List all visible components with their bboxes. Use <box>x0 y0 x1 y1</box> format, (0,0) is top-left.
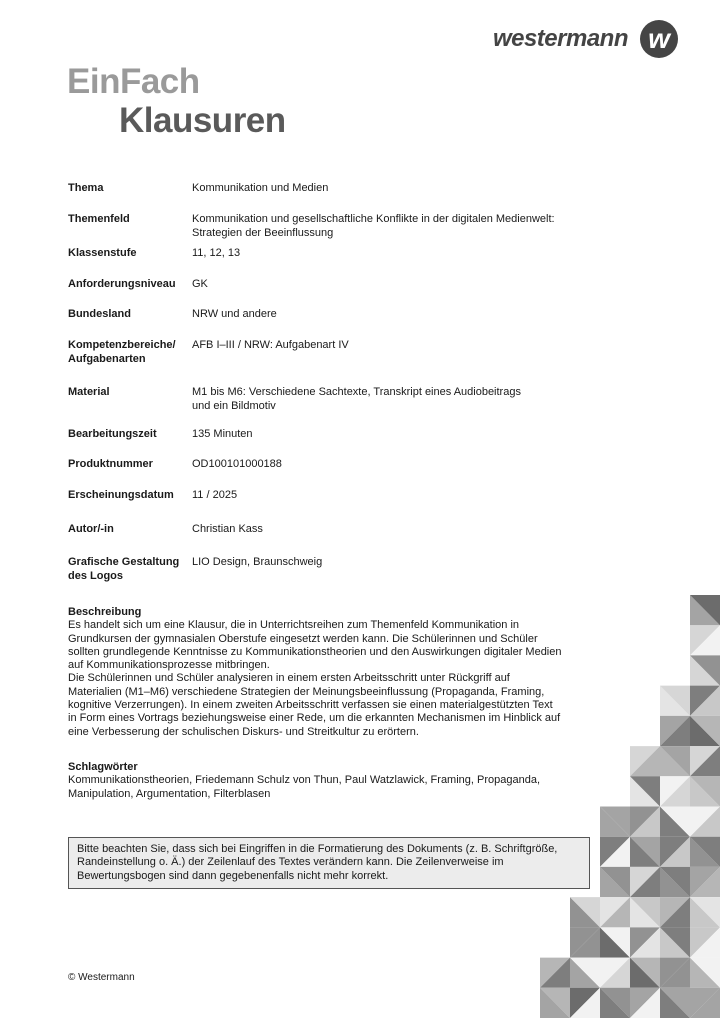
meta-label: Kompetenzbereiche/ Aufgabenarten <box>68 339 176 365</box>
meta-value: LIO Design, Braunschweig <box>192 556 323 568</box>
meta-label: Autor/-in <box>68 523 114 535</box>
meta-value: Kommunikation und gesellschaftliche Konflikte in der digitalen Medienwelt: Strategien der Beeinflussung <box>192 213 555 239</box>
meta-value: 135 Minuten <box>192 428 253 440</box>
meta-value: 11, 12, 13 <box>192 247 241 259</box>
publisher-name: westermann <box>492 25 628 52</box>
meta-value: Kommunikation und Medien <box>192 182 329 194</box>
publisher-brand <box>493 20 678 58</box>
meta-label: Material <box>68 386 110 398</box>
decorative-triangle-pattern <box>540 595 720 1018</box>
meta-label: Erscheinungsdatum <box>68 489 174 501</box>
keywords-heading: Schlagwörter <box>68 761 138 773</box>
meta-value: NRW und andere <box>192 308 277 320</box>
meta-value: OD100101000188 <box>192 458 282 470</box>
copyright-footer: © Westermann <box>68 972 135 983</box>
meta-label: Anforderungsniveau <box>68 278 176 290</box>
series-title <box>67 64 286 138</box>
description-paragraph: Die Schülerinnen und Schüler analysieren in einem ersten Arbeitsschritt unter Rückgriff auf Materialien (M1–M6) verschiedene Strategien der Meinungsbeeinflussung (Propaganda, Framing, kognitive Verzerrungen). In einem zweiten Arbeitsschritt verfassen sie einen materialgestützten Text in Form eines Vortrags beziehungsweise einer Rede, um die erkannten Mechanismen im Hinblick auf eine Verbesserung der schulischen Diskurs- und Streitkultur zu erörtern. <box>68 672 561 738</box>
keywords-text: Kommunikationstheorien, Friedemann Schulz von Thun, Paul Watzlawick, Framing, Propaganda, Manipulation, Argumentation, Filterblasen <box>68 774 541 800</box>
meta-label: Themenfeld <box>68 213 130 225</box>
meta-label: Thema <box>68 182 104 194</box>
meta-label: Klassenstufe <box>68 247 137 259</box>
meta-label: Bundesland <box>68 308 131 320</box>
meta-value: Christian Kass <box>192 523 263 535</box>
description-heading: Beschreibung <box>68 606 142 618</box>
keywords-section <box>68 761 563 801</box>
meta-label: Bearbeitungszeit <box>68 428 157 440</box>
meta-value: 11 / 2025 <box>192 489 238 501</box>
series-title-line1: EinFach <box>67 62 200 101</box>
meta-value: M1 bis M6: Verschiedene Sachtexte, Transkript eines Audiobeitrags und ein Bildmotiv <box>192 386 521 412</box>
meta-value: GK <box>192 278 208 290</box>
meta-value: AFB I–III / NRW: Aufgabenart IV <box>192 339 349 351</box>
formatting-notice-box: Bitte beachten Sie, dass sich bei Eingriffen in die Formatierung des Dokuments (z. B. Schriftgröße, Randeinstellung o. Ä.) der Zeilenlauf des Textes verändern kann. Die Zeilenverweise im Bewertungsbogen sind dann gegebenenfalls nicht mehr korrekt. <box>68 837 590 889</box>
description-section <box>68 606 563 739</box>
publisher-logo-icon: w <box>640 20 678 58</box>
series-title-line2: Klausuren <box>119 101 286 140</box>
description-paragraph: Es handelt sich um eine Klausur, die in Unterrichtsreihen zum Themenfeld Kommunikation in Grundkursen der gymnasialen Oberstufe eingesetzt werden kann. Die Schülerinnen und Schüler sollten grundlegende Kenntnisse zu Kommunikationstheorien und den Auswirkungen digitaler Medien auf Kommunikationsprozesse mitbringen. <box>68 619 562 672</box>
meta-label: Produktnummer <box>68 458 153 470</box>
meta-label: Grafische Gestaltung des Logos <box>68 556 180 582</box>
